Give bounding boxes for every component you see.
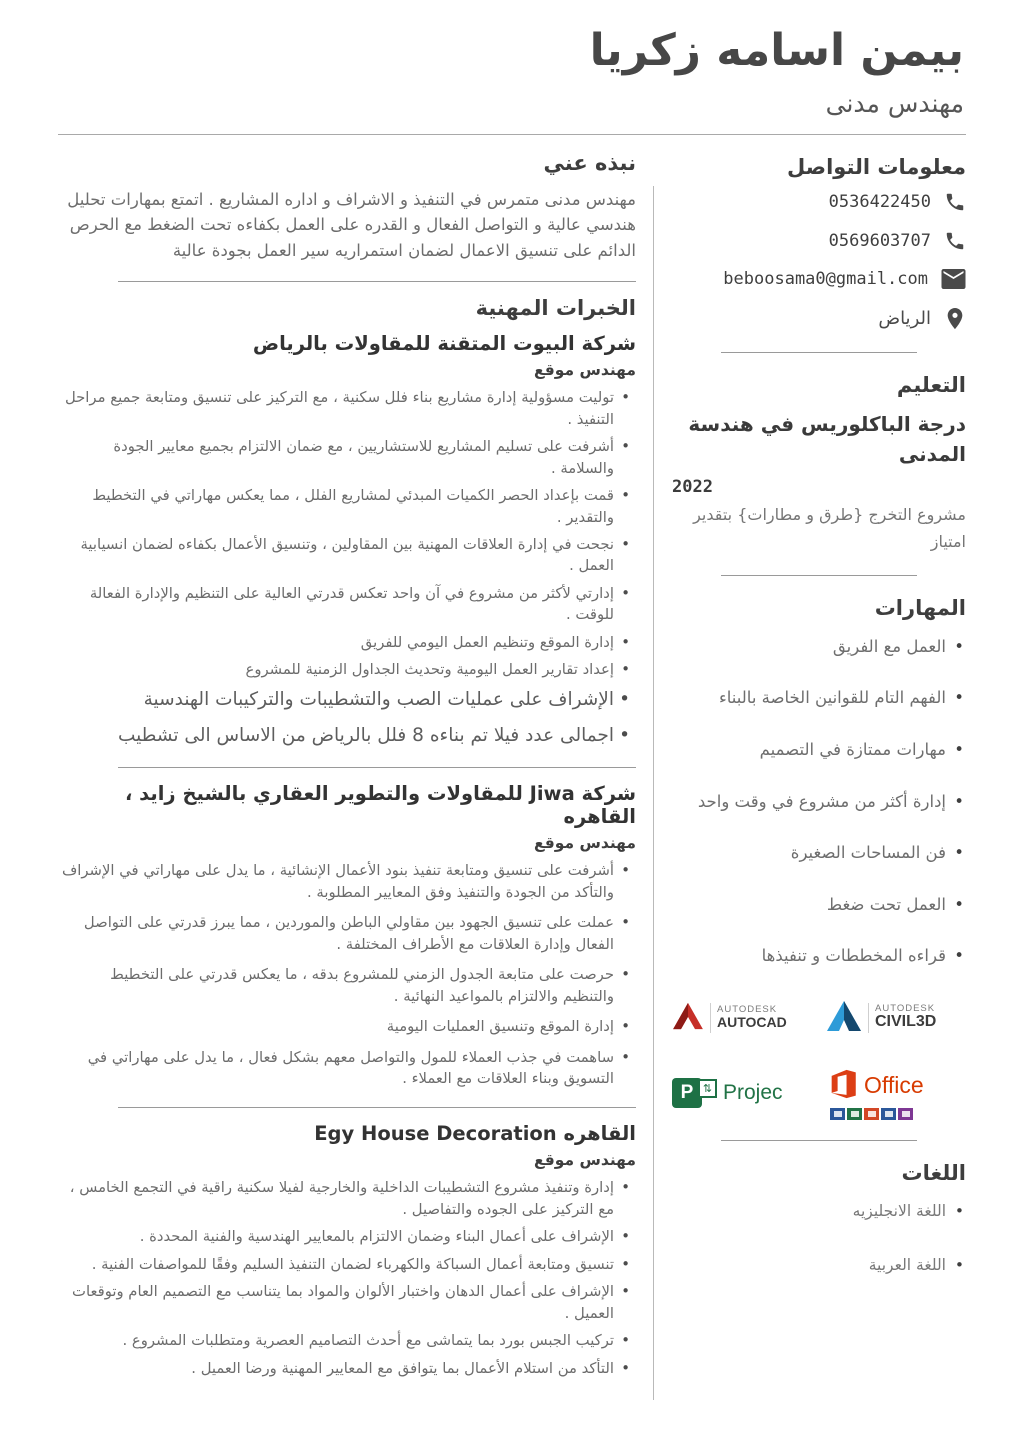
job-bullet-list [58,387,636,749]
job-bullet: • أشرفت على تسليم المشاريع للاستشاريين ، مع ضمان الالتزام بجميع معايير الجودة والسلامة . [58,436,636,479]
skill-item: • مهارات ممتازة في التصميم [672,735,966,766]
phone-icon [944,230,966,252]
autocad-logo [672,1002,812,1034]
sidebar-divider [721,575,917,576]
about-heading: نبذه عني [543,150,636,175]
contact-heading: معلومات التواصل [787,154,966,179]
office-app-tile [847,1108,862,1120]
degree-title: درجة الباكلوريس في هندسة المدنى [688,411,966,466]
languages-section [672,1161,966,1280]
ms-project-icon [672,1078,717,1108]
office-app-tile [864,1108,879,1120]
location-row [672,306,966,332]
autodesk-brand-label: AUTODESK [717,1004,778,1016]
header [0,0,1024,118]
job-bullet-list [58,860,636,1089]
email-row [672,269,966,289]
graduation-project: مشروع التخرج {طرق و مطارات} بتقدير امتياز [693,504,966,551]
civil3d-product-label: CIVIL3D [875,1013,937,1031]
job-bullet: • الإشراف على أعمال البناء وضمان الالتزام بالمعايير الهندسية والفنية المحددة . [58,1226,636,1247]
languages-heading: اللغات [901,1160,966,1185]
job-entry [58,1122,636,1379]
autodesk-brand-label: AUTODESK [875,1003,936,1015]
education-heading: التعليم [896,372,966,397]
skill-item: • العمل مع الفريق [672,632,966,663]
job-bullet: • الإشراف على أعمال الدهان واختبار الألوان والمواد بما يتناسب مع التصميم العام وتوقعات العميل . [58,1281,636,1324]
job-bullet: • تنسيق ومتابعة أعمال السباكة والكهرباء لضمان التنفيذ السليم وفقًا للمواصفات الفنية . [58,1254,636,1275]
graduation-year: 2022 [672,476,713,497]
job-bullet-highlight: • اجمالى عدد فيلا تم بناءه 8 فلل بالرياض من الاساس الى تشطيب [58,723,636,750]
language-item: • اللغة الانجليزيه [672,1197,966,1226]
phone-row-1 [672,191,966,213]
job-entry [58,332,636,749]
logo-separator [868,1003,869,1033]
project-p-glyph: P [672,1078,702,1108]
office-app-tile [830,1108,845,1120]
job-role: مهندس موقع [534,361,636,380]
office-app-tiles [826,1108,924,1120]
ms-project-logo [672,1078,812,1108]
sidebar [654,135,966,1385]
phone-icon [944,191,966,213]
company-name: شركة البيوت المتقنة للمقاولات بالرياض [252,332,636,356]
section-divider [118,1107,636,1108]
project-label: Projec [723,1080,783,1104]
job-bullet: • أشرفت على تنسيق ومتابعة تنفيذ بنود الأعمال الإنشائية ، ما يدل على مهاراتي في الإشراف والتأكد من الجودة والتنفيذ وفق المعايير المطلوبة . [58,860,636,903]
email-address: beboosama0@gmail.com [723,268,928,289]
job-bullet-highlight: • الإشراف على عمليات الصب والتشطيبات والتركيبات الهندسية [58,687,636,714]
job-bullet-list [58,1177,636,1379]
autocad-product-label: AUTOCAD [717,1014,787,1031]
skills-list [672,632,966,972]
candidate-job-title: مهندس مدنى [825,88,964,118]
company-name: شركة Jiwa للمقاولات والتطوير العقاري بالشيخ زايد ، القاهره [124,782,636,829]
civil3d-logo [826,1000,966,1036]
job-bullet: • نجحت في إدارة العلاقات المهنية بين المقاولين ، وتنسيق الأعمال بكفاءه لضمان انسيابية العمل . [58,534,636,577]
job-bullet: • التأكد من استلام الأعمال بما يتوافق مع المعايير المهنية ورضا العميل . [58,1358,636,1379]
section-divider [118,281,636,282]
company-name: القاهره Egy House Decoration [314,1122,636,1146]
job-bullet: • تركيب الجبس بورد بما يتماشى مع أحدث التصاميم العصرية ومتطلبات المشروع . [58,1330,636,1351]
skill-item: • الفهم التام للقوانين الخاصة بالبناء [672,683,966,714]
job-bullet: • عملت على تنسيق الجهود بين مقاولي الباطن والموردين ، مما يبرز قدرتي على التواصل الفعال وإدارة العلاقات مع الأطراف المختلفة . [58,912,636,955]
job-bullet: • إدارتي لأكثر من مشروع في آن واحد تعكس قدرتي العالية على التنظيم والإدارة الفعالة للوقت . [58,583,636,626]
job-bullet: • حرصت على متابعة الجدول الزمني للمشروع بدقه ، ما يعكس قدرتي على التخطيط والتنظيم والالتزام بالمواعيد النهائية . [58,964,636,1007]
office-label: Office [864,1072,924,1099]
job-bullet: • إعداد تقارير العمل اليومية وتحديث الجداول الزمنية للمشروع [58,659,636,680]
language-item: • اللغة العربية [672,1251,966,1280]
location-value: الرياض [878,308,931,330]
phone-number-2: 0569603707 [828,230,931,251]
skill-item: • العمل تحت ضغط [672,890,966,921]
job-bullet: • إدارة الموقع وتنظيم العمل اليومي للفريق [58,632,636,653]
software-logos [672,1000,966,1120]
skill-item: • قراءه المخططات و تنفيذها [672,941,966,972]
ms-office-icon [826,1066,860,1106]
autocad-icon [672,1002,704,1034]
envelope-icon [941,269,966,289]
phone-number-1: 0536422450 [828,191,931,212]
job-role: مهندس موقع [534,1151,636,1170]
job-role: مهندس موقع [534,834,636,853]
about-section [58,151,636,264]
job-bullet: • إدارة الموقع وتنسيق العمليات اليومية [58,1016,636,1037]
skill-item: • فن المساحات الصغيرة [672,838,966,869]
about-text: مهندس مدنى متمرس في التنفيذ و الاشراف و اداره المشاريع . اتمتع بمهارات تحليل هندسي عالية و التواصل الفعال و القدره على العمل بكفاءه تحت الضغط مع الحرص الدائم على تنسيق الاعمال لضمان استمراريه سير العمل بجودة عالية [67,189,636,260]
experience-section [58,296,636,1379]
skills-heading: المهارات [874,595,966,620]
experience-heading: الخبرات المهنية [475,296,636,321]
ms-office-logo [826,1066,966,1120]
skill-item: • إدارة أكثر من مشروع في وقت واحد [672,787,966,818]
contact-section [672,155,966,332]
sidebar-divider [721,352,917,353]
two-column-body [0,135,1024,1385]
main-content [58,135,654,1385]
column-divider [653,186,654,1400]
civil3d-icon [826,1000,862,1036]
logo-separator [710,1003,711,1033]
job-bullet: • ساهمت في جذب العملاء للمول والتواصل معهم بشكل فعال ، ما يدل على مهاراتي في التسويق وبناء العلاقات مع العملاء . [58,1047,636,1090]
skills-section [672,596,966,972]
office-app-tile [898,1108,913,1120]
office-app-tile [881,1108,896,1120]
job-bullet: • توليت مسؤولية إدارة مشاريع بناء فلل سكنية ، مع التركيز على تنسيق ومتابعة جميع مراحل التنفيذ . [58,387,636,430]
location-pin-icon [944,306,966,332]
section-divider [118,767,636,768]
education-section [672,373,966,555]
languages-list [672,1197,966,1280]
candidate-name: بيمن اسامه زكريا [589,25,964,76]
phone-row-2 [672,230,966,252]
job-entry [58,782,636,1089]
sidebar-divider [721,1140,917,1141]
project-chart-glyph: ⇅ [698,1079,717,1098]
job-bullet: • إدارة وتنفيذ مشروع التشطيبات الداخلية والخارجية لفيلا سكنية راقية في التجمع الخامس ، مع التركيز على الجوده والتفاصيل . [58,1177,636,1220]
job-bullet: • قمت بإعداد الحصر الكميات المبدئي لمشاريع الفلل ، مما يعكس مهاراتي في التخطيط والتقدير . [58,485,636,528]
